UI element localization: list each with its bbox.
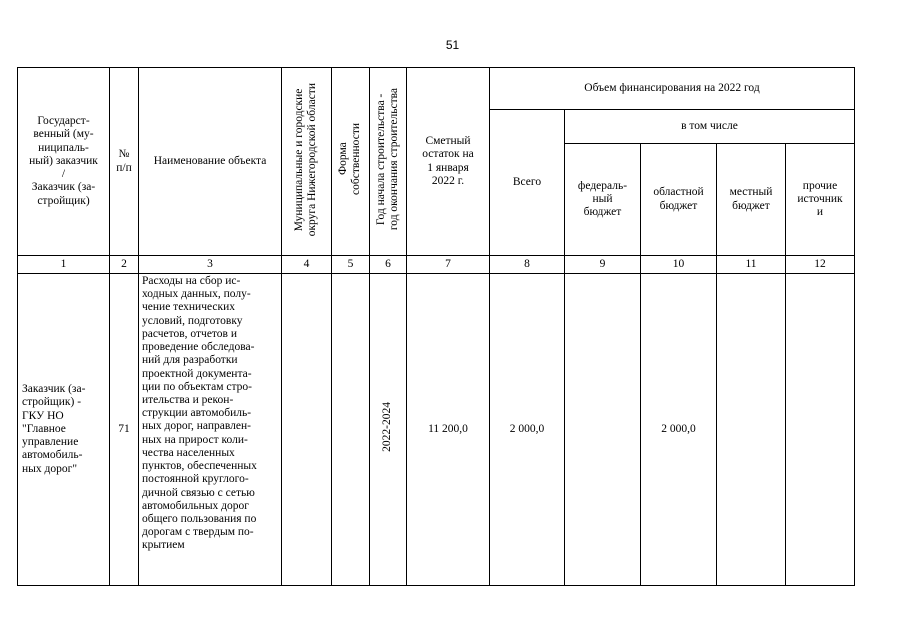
column-number: 3 [139, 256, 282, 274]
cell-local-budget [717, 274, 786, 586]
column-number: 11 [717, 256, 786, 274]
page-number: 51 [445, 38, 460, 52]
column-number: 7 [407, 256, 490, 274]
cell-ownership [332, 274, 370, 586]
header-total: Всего [490, 110, 565, 256]
cell-total: 2 000,0 [490, 274, 565, 586]
cell-construction-years: 2022-2024 [370, 274, 407, 586]
column-number: 2 [110, 256, 139, 274]
cell-number: 71 [110, 274, 139, 586]
column-number: 4 [282, 256, 332, 274]
header-federal-budget: федераль- ный бюджет [565, 144, 641, 256]
cell-estimated-balance: 11 200,0 [407, 274, 490, 586]
column-number: 12 [786, 256, 855, 274]
header-including: в том числе [565, 110, 855, 144]
header-other-sources: прочие источник и [786, 144, 855, 256]
financing-table [17, 67, 855, 586]
header-ownership: Форма собственности [332, 68, 370, 256]
header-estimated-balance: Сметный остаток на 1 января 2022 г. [407, 68, 490, 256]
header-local-budget: местный бюджет [717, 144, 786, 256]
column-number-row [18, 256, 855, 274]
header-object-name: Наименование объекта [139, 68, 282, 256]
cell-municipality [282, 274, 332, 586]
table-row [18, 274, 855, 586]
cell-regional-budget: 2 000,0 [641, 274, 717, 586]
cell-customer: Заказчик (за- стройщик) - ГКУ НО "Главное управление автомобиль- ных дорог" [18, 274, 110, 586]
cell-object-name: Расходы на сбор ис- ходных данных, полу- чение технических условий, подготовку расчетов, отчетов и проведение обследова- ний для разработки проектной документа- ции по объектам стро- ительства и рекон- струкции автомобиль- ных дорог, направлен- ных на прирост коли- чества населенных пунктов, обеспеченных постоянной круглого- дичной связью с сетью автомобильных дорог общего пользования по дорогам с твердым по- крытием [139, 274, 282, 586]
cell-federal-budget [565, 274, 641, 586]
header-municipality: Муниципальные и городские округа Нижегородской области [282, 68, 332, 256]
header-regional-budget: областной бюджет [641, 144, 717, 256]
header-financing-volume: Объем финансирования на 2022 год [490, 68, 855, 110]
header-construction-years: Год начала строительства - год окончания строительства [370, 68, 407, 256]
column-number: 1 [18, 256, 110, 274]
column-number: 6 [370, 256, 407, 274]
column-number: 10 [641, 256, 717, 274]
column-number: 5 [332, 256, 370, 274]
cell-other-sources [786, 274, 855, 586]
header-customer: Государст- венный (му- ниципаль- ный) заказчик / Заказчик (за- стройщик) [18, 68, 110, 256]
header-number: № п/п [110, 68, 139, 256]
column-number: 9 [565, 256, 641, 274]
column-number: 8 [490, 256, 565, 274]
